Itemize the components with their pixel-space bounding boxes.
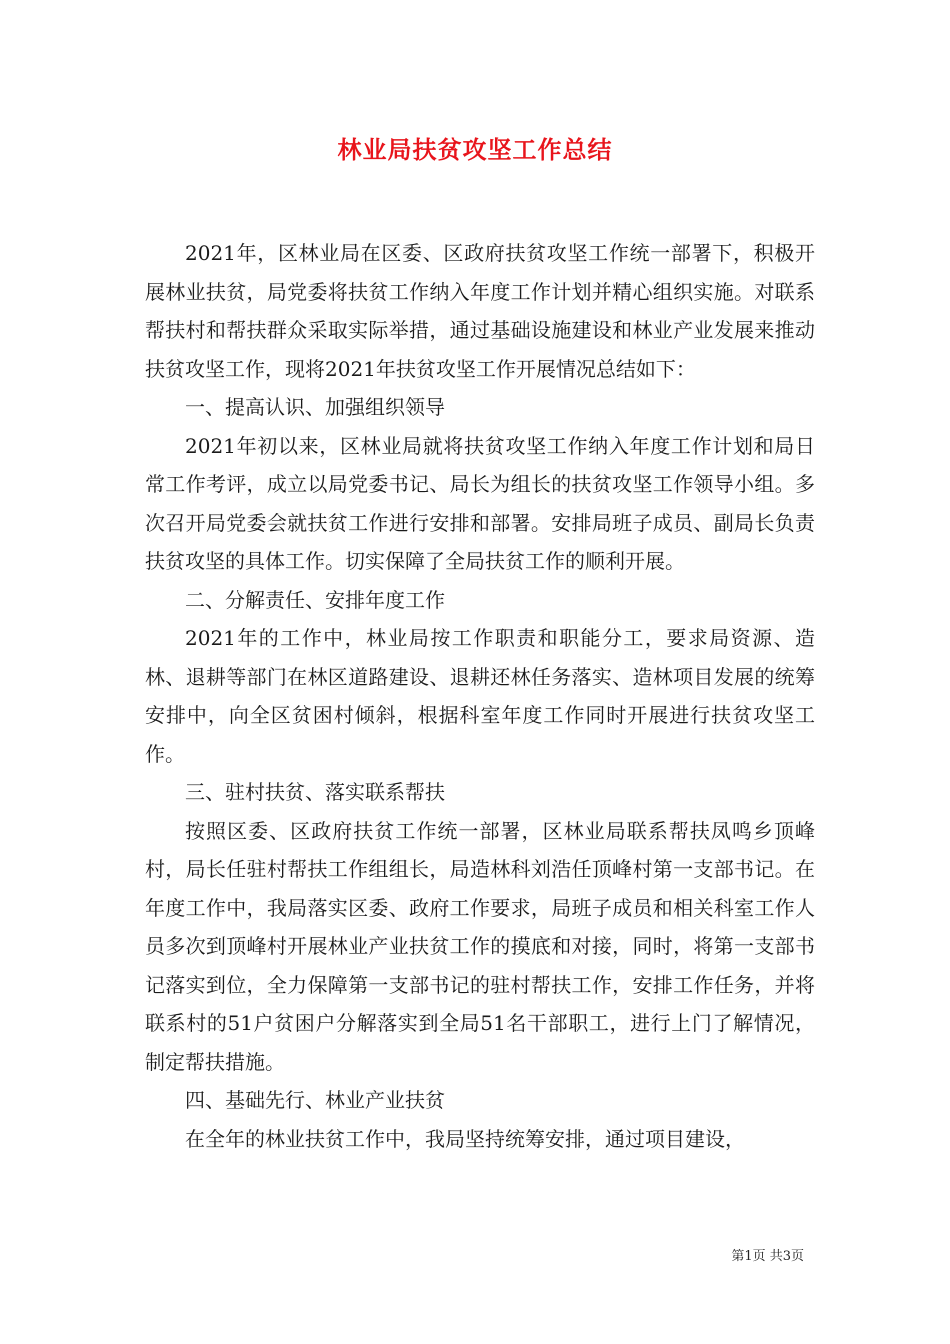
paragraph-intro: 2021年，区林业局在区委、区政府扶贫攻坚工作统一部署下，积极开展林业扶贫，局党委将扶贫工作纳入年度工作计划并精心组织实施。对联系帮扶村和帮扶群众采取实际举措，通过基础设施建设和林业产业发展来推动扶贫攻坚工作，现将2021年扶贫攻坚工作开展情况总结如下： (145, 241, 815, 381)
page-number: 第1页 共3页 (731, 1249, 804, 1264)
section-heading-4: 四、基础先行、林业产业扶贫 (185, 1088, 445, 1112)
section-heading-1: 一、提高认识、加强组织领导 (185, 395, 445, 419)
document-title: 林业局扶贫攻坚工作总结 (337, 135, 613, 164)
paragraph-section-4: 在全年的林业扶贫工作中，我局坚持统筹安排，通过项目建设， (185, 1126, 745, 1151)
section-heading-3: 三、驻村扶贫、落实联系帮扶 (185, 780, 445, 804)
paragraph-section-2: 2021年的工作中，林业局按工作职责和职能分工，要求局资源、造林、退耕等部门在林区道路建设、退耕还林任务落实、造林项目发展的统筹安排中，向全区贫困村倾斜，根据科室年度工作同时开展进行扶贫攻坚工作。 (145, 626, 815, 766)
section-heading-2: 二、分解责任、安排年度工作 (185, 587, 445, 612)
document-body (145, 234, 815, 1158)
paragraph-section-3: 按照区委、区政府扶贫工作统一部署，区林业局联系帮扶凤鸣乡顶峰村，局长任驻村帮扶工作组组长，局造林科刘浩任顶峰村第一支部书记。在年度工作中，我局落实区委、政府工作要求，局班子成员和相关科室工作人员多次到顶峰村开展林业产业扶贫工作的摸底和对接，同时，将第一支部书记落实到位，全力保障第一支部书记的驻村帮扶工作，安排工作任务，并将联系村的51户贫困户分解落实到全局51名干部职工，进行上门了解情况，制定帮扶措施。 (145, 818, 815, 1074)
paragraph-section-1: 2021年初以来，区林业局就将扶贫攻坚工作纳入年度工作计划和局日常工作考评，成立以局党委书记、局长为组长的扶贫攻坚工作领导小组。多次召开局党委会就扶贫工作进行安排和部署。安排局班子成员、副局长负责扶贫攻坚的具体工作。切实保障了全局扶贫工作的顺利开展。 (145, 433, 815, 573)
